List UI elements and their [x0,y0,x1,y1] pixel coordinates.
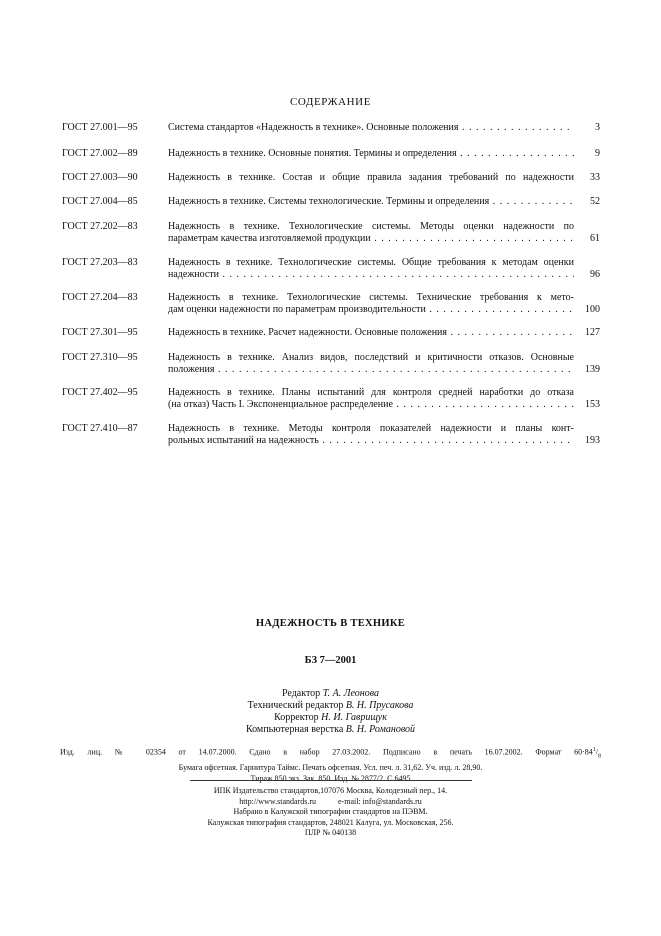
toc-entry-code: ГОСТ 27.003—90 [62,172,138,183]
toc-entry-title-line: Надежность в технике. Технологические системы. Технические требования к мето- [168,292,574,303]
publisher-line: Набрано в Калужской типографии стандартов на ПЭВМ. [233,807,428,816]
toc-entry-page: 61 [590,233,600,244]
credit-role: Редактор [281,688,321,699]
toc-entry-title: Надежность в технике. Системы технологические. Термины и определения . . [168,196,574,208]
toc-entry-page: 52 [590,196,600,207]
publisher-block [0,786,661,839]
toc-entry-code: ГОСТ 27.310—95 [62,352,138,363]
publisher-line: ИПК Издательство стандартов,107076 Москва, Колодезный пер., 14. [213,786,448,795]
credit-line [0,724,661,736]
toc-entry-code: ГОСТ 27.202—83 [62,221,138,232]
credit-line [0,700,661,712]
toc-entry-title-line: Надежность в технике. Технологические системы. Общие требования к методам оценки [168,257,574,268]
format-sub: 8 [598,753,601,760]
toc-entry-title-line: положения . . [168,364,574,376]
toc-entry-page: 100 [585,304,600,315]
toc-title: СОДЕРЖАНИЕ [289,96,372,108]
toc-entry-page: 33 [590,172,600,183]
imprint-line: Изд. лиц. № 02354 от 14.07.2000. Сдано в набор 27.03.2002. Подписано в печать 16.07.2002. Формат $60\cdot 84^1/_8$ [60,747,601,760]
toc-entry-title-line: Надежность в технике. Планы испытаний для контроля средней наработки до отказа [168,387,574,398]
toc-entry-page: 127 [585,327,600,338]
toc-entry-title-line: Надежность в технике. Методы контроля показателей надежности и планы конт- [168,423,574,434]
toc-entry-code: ГОСТ 27.410—87 [62,423,138,434]
toc-entry-page: 96 [590,269,600,280]
publisher-line: ПЛР № 040138 [304,828,357,837]
toc-entry-code: ГОСТ 27.004—85 [62,196,138,207]
credit-line [0,688,661,700]
publisher-line [0,797,661,808]
toc-entry-code: ГОСТ 27.301—95 [62,327,138,338]
toc-entry-title-line: параметрам качества изготовляемой продукции . . [168,233,574,245]
imprint-block [60,745,601,784]
toc-entry-code: ГОСТ 27.204—83 [62,292,138,303]
credits-block [0,688,661,736]
imprint-line: Бумага офсетная. Гарнитура Таймс. Печать офсетная. Усл. печ. л. 31,62. Уч. изд. л. 28,90. [178,763,483,773]
toc-entry-code: ГОСТ 27.402—95 [62,387,138,398]
toc-entry-page: 3 [595,122,600,133]
credit-role: Компьютерная верстка [245,724,344,735]
toc-entry-page: 139 [585,364,600,375]
imprint-text: Изд. лиц. № 02354 от 14.07.2000. Сдано в набор 27.03.2002. Подписано в печать 16.07.2002. Формат 60·84 [60,747,593,757]
format-sup: 1 [592,747,596,753]
toc-entry-title: Надежность в технике. Расчет надежности. Основные положения . . [168,327,574,339]
credit-line [0,712,661,724]
toc-entry-title-line: рольных испытаний на надежность . . [168,435,574,447]
toc-entry-title-line: (на отказ) Часть I. Экспоненциальное распределение . . [168,399,574,411]
toc-entry-title-line: дам оценки надежности по параметрам производительности . . [168,304,574,316]
credit-name: Т. А. Леонова [322,688,380,699]
publisher-email: e-mail: info@standards.ru [338,796,422,806]
toc-entry-code: ГОСТ 27.001—95 [62,122,138,133]
toc-entry-title-line: надежности . . [168,269,574,281]
toc-entry-page: 9 [595,148,600,159]
toc-entry-title-line: Надежность в технике. Анализ видов, последствий и критичности отказов. Основные [168,352,574,363]
toc-entry-title-line: Надежность в технике. Технологические системы. Методы оценки надежности по [168,221,574,232]
credit-role: Корректор [274,712,319,723]
book-code: БЗ 7—2001 [304,655,357,666]
toc-entry-code: ГОСТ 27.002—89 [62,148,138,159]
toc-entry-page: 193 [585,435,600,446]
credit-name: В. Н. Прусакова [345,700,414,711]
credit-name: В. Н. Романовой [345,724,416,735]
toc-entry-title: Надежность в технике. Состав и общие правила задания требований по надежности [168,172,574,183]
credit-role: Технический редактор [247,700,344,711]
credit-name: Н. И. Гаврищук [321,712,387,723]
toc-entry-code: ГОСТ 27.203—83 [62,257,138,268]
publisher-line: Калужская типография стандартов, 248021 Калуга, ул. Московская, 256. [207,817,454,827]
book-title: НАДЕЖНОСТЬ В ТЕХНИКЕ [255,618,406,629]
publisher-site: http://www.standards.ru [239,796,316,806]
toc-entry-title: Надежность в технике. Основные понятия. Термины и определения . . [168,148,574,160]
toc-entry-page: 153 [585,399,600,410]
divider [190,780,472,781]
toc-entry-title: Система стандартов «Надежность в технике». Основные положения . . [168,122,574,134]
imprint-line: Тираж 850 экз. Зак. 850. Изд. № 2877/2. С 6495 [250,774,411,784]
